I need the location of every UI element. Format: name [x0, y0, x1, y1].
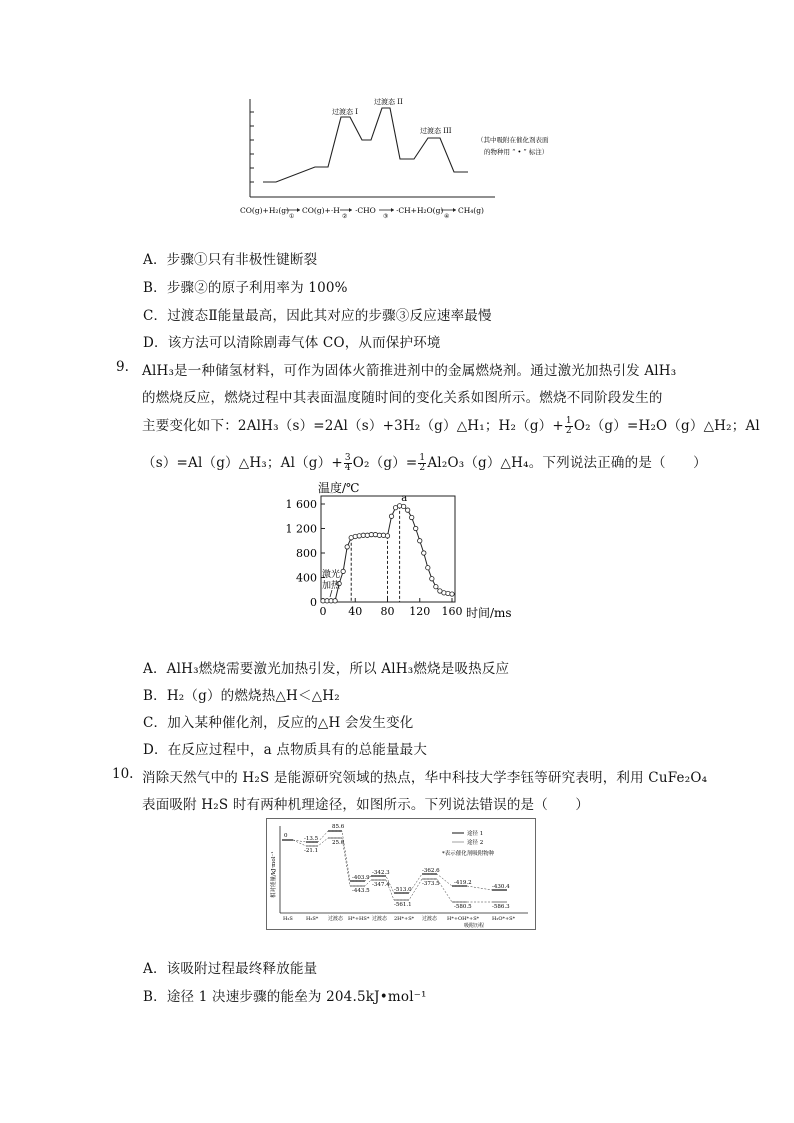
q10-x-1: H₂S*	[306, 916, 319, 922]
q8-step-4: ④	[444, 213, 450, 220]
q10-val-3: 85.6	[332, 824, 345, 830]
q8-step-1: ①	[289, 213, 295, 220]
q9-ytick-label: 1 600	[285, 498, 317, 511]
q9-data-point	[450, 592, 454, 596]
q8-option-d: D．该方法可以清除剧毒气体 CO，从而保护环境	[143, 335, 441, 351]
frac2-num: 3	[344, 453, 351, 463]
q10-val-2: -21.1	[304, 848, 319, 854]
q10-x-5: 2H*+S*	[394, 916, 415, 922]
q9-data-point	[434, 584, 438, 588]
q9-eq-part3: （s）=Al（g）△H₃；Al（g）+	[142, 455, 343, 471]
q10-val-9: -513.0	[394, 887, 412, 893]
q9-temperature-chart	[282, 478, 522, 626]
q9-xtick-label: 80	[380, 605, 395, 618]
q9-xtick-label: 40	[348, 605, 363, 618]
q10-number: 10.	[112, 766, 134, 782]
q8-option-c: C．过渡态Ⅱ能量最高，因此其对应的步骤③反应速率最慢	[143, 308, 492, 324]
q8-energy-profile	[263, 108, 468, 182]
q10-val-10: -561.1	[394, 902, 412, 908]
q8-species-3: ·CHO	[355, 206, 376, 215]
q9-chart-ylabel: 温度/℃	[318, 481, 360, 495]
q8-species-5: CH₄(g)	[458, 206, 484, 215]
q9-data-point	[414, 526, 418, 530]
q10-x-0: H₂S	[283, 916, 293, 922]
q8-step-3: ③	[383, 213, 389, 220]
q10-legend-2: 途径 2	[467, 840, 484, 846]
q8-species-1: CO(g)+H₂(g)	[240, 206, 290, 215]
q9-laser-label-1: 激光	[322, 570, 341, 580]
q9-number: 9.	[116, 359, 129, 375]
q10-val-6: -443.5	[352, 888, 370, 894]
q10-x-3: H*+HS*	[348, 916, 370, 922]
q9-option-a: A．AlH₃燃烧需要激光加热引发，所以 AlH₃燃烧是吸热反应	[143, 661, 510, 677]
q10-val-0: 0	[284, 833, 288, 839]
q10-val-16: -586.3	[492, 904, 510, 910]
q9-option-b: B．H₂（g）的燃烧热△H＜△H₂	[143, 688, 340, 704]
q9-data-point	[418, 539, 422, 543]
q9-eq-part5: Al₂O₃（g）△H₄。下列说法正确的是（ ）	[427, 455, 707, 471]
q10-val-5: -403.9	[352, 875, 370, 881]
q9-fraction-3	[418, 454, 426, 473]
q8-note-line1: （其中吸附在催化剂表面	[477, 136, 549, 144]
q9-data-point	[405, 508, 409, 512]
q9-laser-label-2: 加热	[322, 581, 341, 591]
q9-option-d: D．在反应过程中，a 点物质具有的总能量最大	[143, 742, 428, 758]
q9-eq-part4: O₂（g）=	[352, 455, 418, 471]
q8-species-4: ·CH+H₂O(g)	[396, 206, 444, 215]
q9-laser-arrow	[330, 590, 332, 597]
q9-xtick-label: 120	[409, 605, 431, 618]
q10-stem-line2: 表面吸附 H₂S 时有两种机理途径，如图所示。下列说法错误的是（ ）	[142, 797, 590, 813]
q9-ytick-label: 1 200	[285, 522, 317, 536]
q10-val-12: -373.5	[422, 881, 440, 887]
q10-option-a: A．该吸附过程最终释放能量	[143, 961, 318, 977]
q10-val-1: -13.5	[304, 836, 319, 842]
q10-val-8: -347.4	[372, 882, 390, 888]
q8-species-2: CO(g)+·H	[302, 206, 340, 215]
q10-stem-line1: 消除天然气中的 H₂S 是能源研究领域的热点，华中科技大学李钰等研究表明，利用 CuFe₂O₄	[142, 770, 708, 786]
q9-data-point	[345, 545, 349, 549]
q8-ts3-label: 过渡态 III	[420, 127, 452, 135]
q9-ytick-label: 800	[296, 547, 317, 560]
q9-data-point	[333, 599, 337, 603]
q9-ytick-label: 400	[296, 571, 317, 585]
q10-x-6: 过渡态	[422, 916, 438, 922]
q8-ts2-label: 过渡态 II	[374, 98, 403, 106]
frac2-den: 4	[344, 463, 351, 473]
q9-chart-xlabel: 时间/ms	[466, 606, 512, 620]
q8-step-2: ②	[342, 213, 348, 220]
q9-stem-line4	[142, 451, 707, 473]
q9-xtick-label: 160	[441, 605, 463, 618]
q9-stem-line1: AlH₃是一种储氢材料，可作为固体火箭推进剂中的金属燃烧剂。通过激光加热引发 AlH₃	[142, 363, 677, 379]
frac1-num: 1	[565, 416, 572, 426]
q9-xtick-label: 0	[319, 605, 327, 618]
q9-data-point	[385, 534, 389, 538]
q8-energy-figure	[230, 92, 570, 222]
q9-data-point	[430, 577, 434, 581]
q9-stem-line3	[142, 414, 760, 436]
q10-val-14: -580.5	[454, 904, 472, 910]
q10-x-8: H₂O*+S*	[492, 916, 516, 922]
q10-energy-figure	[266, 818, 536, 930]
q9-stem-line2: 的燃烧反应，燃烧过程中其表面温度随时间的变化关系如图所示。燃烧不同阶段发生的	[142, 390, 663, 406]
frac3-den: 2	[419, 463, 426, 473]
q10-legend-1: 途径 1	[467, 831, 484, 837]
q9-fraction-2	[344, 454, 352, 473]
q9-ytick-label: 0	[310, 596, 317, 609]
q8-note-line2: 的物种用 “ • ” 标注）	[484, 148, 549, 156]
q10-val-7: -342.3	[372, 870, 390, 876]
q9-data-point	[389, 514, 393, 518]
q10-val-4: 25.0	[332, 840, 345, 846]
q9-point-a-label: a	[401, 493, 408, 504]
frac1-den: 2	[565, 426, 572, 436]
q9-data-point	[426, 566, 430, 570]
q9-data-point	[341, 569, 345, 573]
q9-data-point	[422, 551, 426, 555]
q10-x-7: H*+OH*+S*	[447, 916, 480, 922]
q9-option-c: C．加入某种催化剂，反应的△H 会发生变化	[143, 715, 414, 731]
q9-eq-part2: O₂（g）=H₂O（g）△H₂；Al	[573, 418, 760, 434]
q8-ts1-label: 过渡态 I	[332, 108, 358, 116]
q10-ylabel: 相对能量/kJ·mol⁻¹	[271, 851, 277, 898]
q9-data-point	[409, 515, 413, 519]
q9-data-point	[401, 504, 405, 508]
q9-fraction-1	[565, 417, 573, 436]
q10-x-2: 过渡态	[328, 916, 344, 922]
frac3-num: 1	[419, 453, 426, 463]
q10-val-13: -419.2	[454, 880, 472, 886]
q9-eq-part1: 主要变化如下：2AlH₃（s）=2Al（s）+3H₂（g）△H₁；H₂（g）+	[142, 418, 564, 434]
q8-option-b: B．步骤②的原子利用率为 100%	[143, 280, 348, 296]
q8-option-a: A．步骤①只有非极性键断裂	[143, 252, 318, 268]
q10-legend-note: *表示催化剂吸附物种	[442, 851, 495, 857]
q10-x-4: 过渡态	[372, 916, 388, 922]
q10-val-11: -362.6	[422, 868, 440, 874]
q10-x-axis-title: 吸附历程	[464, 923, 485, 929]
q10-option-b: B．途径 1 决速步骤的能垒为 204.5kJ•mol⁻¹	[143, 989, 427, 1005]
q10-val-15: -430.4	[492, 884, 510, 890]
